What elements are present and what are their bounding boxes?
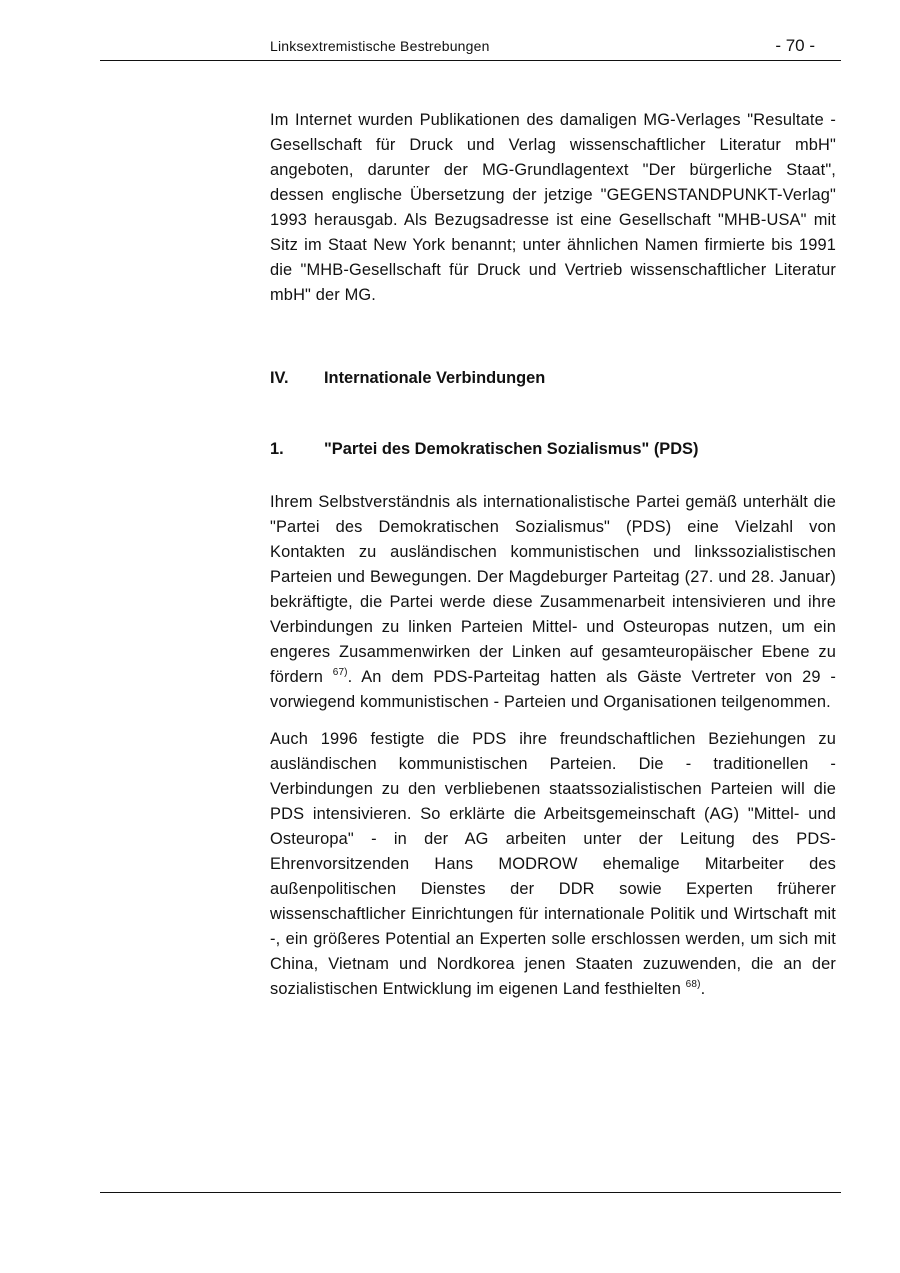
paragraph-pds-relations xyxy=(270,727,836,1002)
footnote-marker: 68) xyxy=(685,979,701,990)
page-content xyxy=(270,108,836,1002)
section-heading xyxy=(270,366,836,391)
footnote-marker: 67) xyxy=(332,667,348,678)
subsection-title: "Partei des Demokratischen Sozialismus" (PDS) xyxy=(324,440,699,458)
paragraph-pds-contacts xyxy=(270,490,836,715)
paragraph-text: Ihrem Selbstverständnis als internationalistische Partei gemäß unterhält die "Partei des Demokratischen Sozialismus" (PDS) eine Vielzahl von Kontakten zu ausländischen kommunistischen und linkssozialistischen Parteien und Bewegungen. Der Magdeburger Parteitag (27. und 28. Januar) bekräftigte, die Partei werde diese Zusammenarbeit intensivieren und ihre Verbindungen zu linken Parteien Mittel- und Osteuropas nutzen, um ein engeres Zusammenwirken der Linken auf gesamteuropäischer Ebene zu fördern xyxy=(270,493,836,686)
page-header xyxy=(270,36,815,58)
paragraph-text: . An dem PDS-Parteitag hatten als Gäste Vertreter von 29 - vorwiegend kommunistischen - Parteien und Organisationen teilgenommen. xyxy=(270,668,837,711)
footer-rule xyxy=(100,1192,841,1193)
subsection-heading xyxy=(270,437,836,462)
section-number: IV. xyxy=(270,369,289,387)
running-title: Linksextremistische Bestrebungen xyxy=(270,38,490,54)
paragraph-internet-publications: Im Internet wurden Publikationen des damaligen MG-Verlages "Resultate - Gesellschaft für Druck und Verlag wissenschaftlicher Literatur mbH" angeboten, darunter der MG-Grundlagentext "Der bürgerliche Staat", dessen englische Übersetzung der jetzige "GEGENSTANDPUNKT-Verlag" 1993 herausgab. Als Bezugsadresse ist eine Gesellschaft "MHB-USA" mit Sitz im Staat New York benannt; unter ähnlichen Namen firmierte bis 1991 die "MHB-Gesellschaft für Druck und Vertrieb wissenschaftlicher Literatur mbH" der MG. xyxy=(270,111,836,304)
paragraph-text: Auch 1996 festigte die PDS ihre freundschaftlichen Beziehungen zu ausländischen kommunistischen Parteien. Die - traditionellen - Verbindungen zu den verbliebenen staatssozialistischen Parteien will die PDS intensivieren. So erklärte die Arbeitsgemeinschaft (AG) "Mittel- und Osteuropa" - in der AG arbeiten unter der Leitung des PDS-Ehrenvorsitzenden Hans MODROW ehemalige Mitarbeiter des außenpolitischen Dienstes der DDR sowie Experten früherer wissenschaftlicher Einrichtungen für internationale Politik und Wirtschaft mit -, ein größeres Potential an Experten solle erschlossen werden, um sich mit China, Vietnam und Nordkorea jenen Staaten zuzuwenden, die an der sozialistischen Entwicklung im eigenen Land festhielten xyxy=(270,730,836,998)
header-rule xyxy=(100,60,841,61)
section-title: Internationale Verbindungen xyxy=(324,369,546,387)
paragraph-text: . xyxy=(700,980,706,998)
page-number: - 70 - xyxy=(775,36,815,55)
subsection-number: 1. xyxy=(270,440,284,458)
